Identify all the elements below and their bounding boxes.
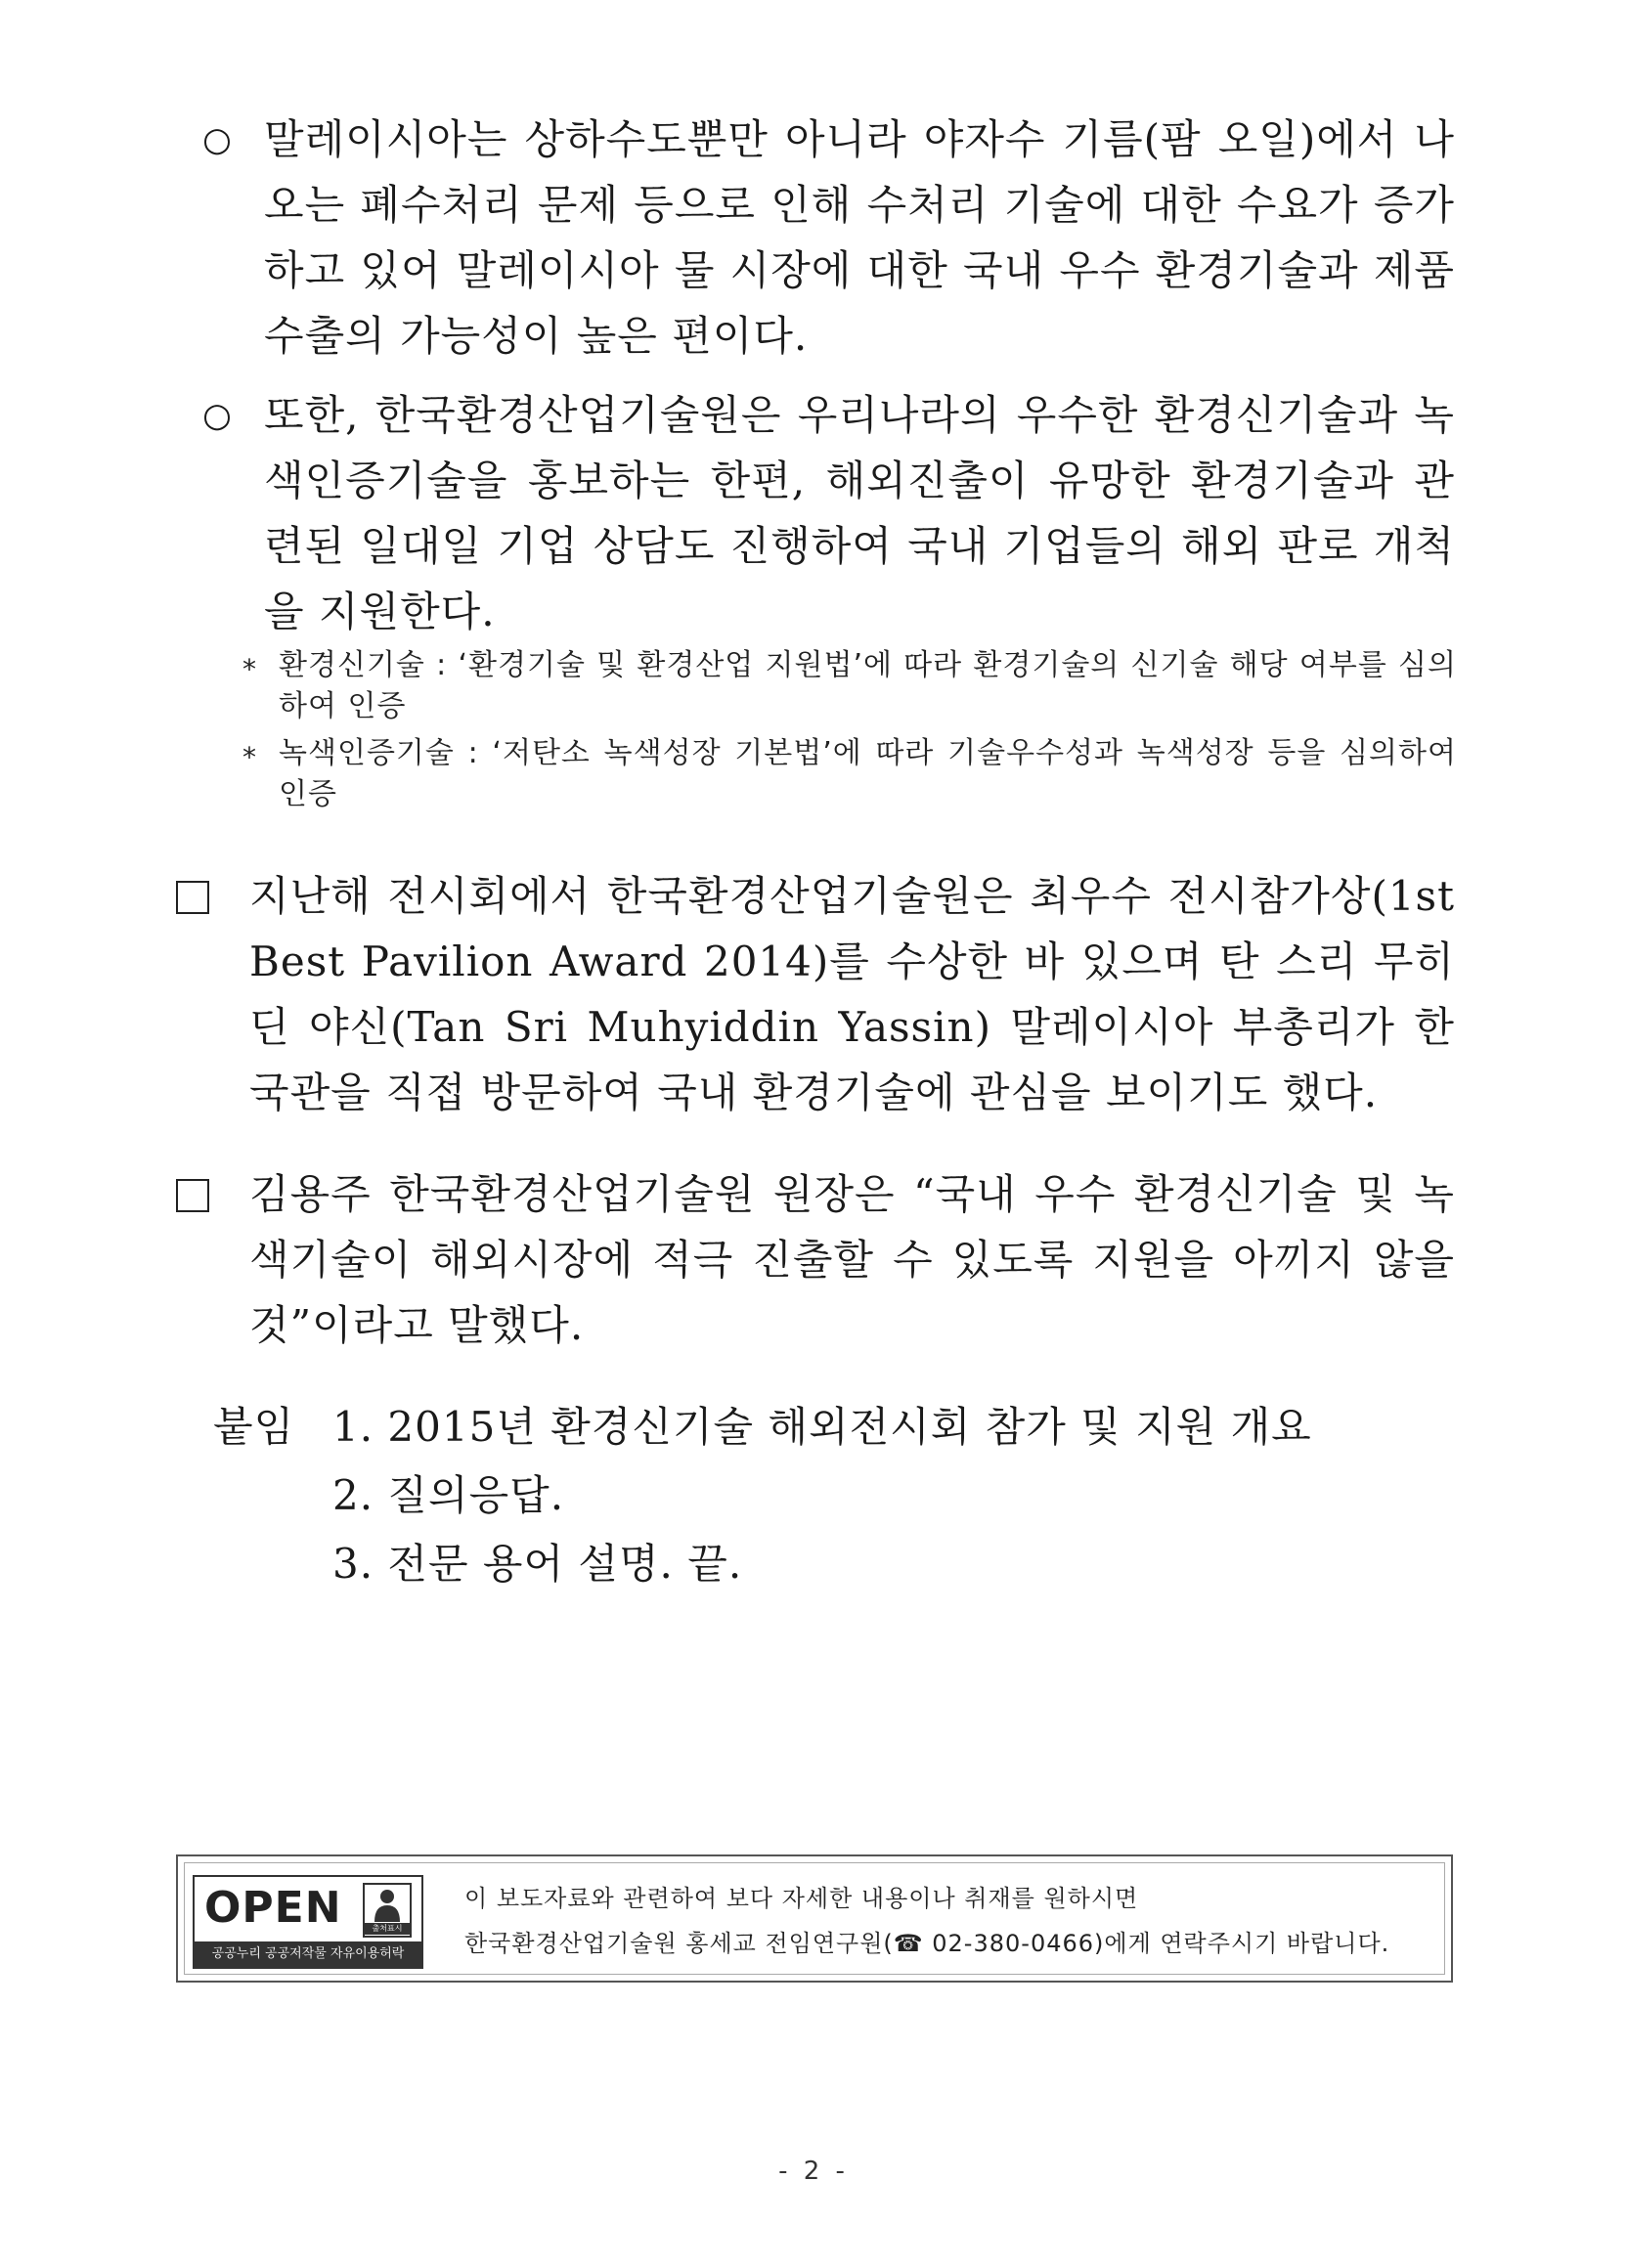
asterisk-icon: * <box>242 653 256 685</box>
contact-box <box>176 1854 1453 1983</box>
contact-line-1: 이 보도자료와 관련하여 보다 자세한 내용이나 취재를 원하시면 <box>464 1885 1139 1912</box>
asterisk-icon: * <box>242 741 256 773</box>
contact-line-2: 한국환경산업기술원 홍세교 전임연구원(☎ 02-380-0466)에게 연락주시기 바랍니다. <box>464 1930 1390 1957</box>
square-bullet-icon <box>176 881 209 914</box>
attachment-item: 1. 2015년 환경신기술 해외전시회 참가 및 지원 개요 <box>332 1403 1312 1451</box>
kogl-subtitle: 공공누리 공공저작물 자유이용허락 <box>195 1941 421 1967</box>
person-attribution-icon <box>363 1883 412 1938</box>
note-green-cert-tech: 녹색인증기술 : ‘저탄소 녹색성장 기본법’에 따라 기술우수성과 녹색성장 등을 심의하여 인증 <box>279 736 1457 811</box>
contact-box-inner <box>184 1862 1445 1975</box>
circle-bullet-icon: ○ <box>202 120 232 159</box>
open-logo-text: OPEN <box>204 1883 342 1933</box>
circle-bullet-icon: ○ <box>202 396 232 435</box>
attachment-label: 붙임 <box>213 1403 295 1451</box>
person-attribution-label: 출처표시 <box>365 1923 410 1935</box>
attachment-item: 2. 질의응답. <box>332 1471 565 1519</box>
attachment-item: 3. 전문 용어 설명. 끝. <box>332 1540 743 1588</box>
square-bullet-icon <box>176 1179 209 1212</box>
paragraph-tech-promotion: 또한, 한국환경산업기술원은 우리나라의 우수한 환경신기술과 녹색인증기술을 홍보하는 한편, 해외진출이 유망한 환경기술과 관련된 일대일 기업 상담도 진행하여 국내 기업들의 해외 판로 개척을 지원한다. <box>264 391 1455 635</box>
paragraph-award: 지난해 전시회에서 한국환경산업기술원은 최우수 전시참가상(1st Best Pavilion Award 2014)를 수상한 바 있으며 탄 스리 무히딘 야신(Tan Sri Muhyiddin Yassin) 말레이시아 부총리가 한국관을 직접 방문하여 국내 환경기술에 관심을 보이기도 했다. <box>249 872 1456 1116</box>
note-new-env-tech: 환경신기술 : ‘환경기술 및 환경산업 지원법’에 따라 환경기술의 신기술 해당 여부를 심의하여 인증 <box>279 648 1457 723</box>
page-number: - 2 - <box>778 2157 849 2186</box>
paragraph-president-quote: 김용주 한국환경산업기술원 원장은 “국내 우수 환경신기술 및 녹색기술이 해외시장에 적극 진출할 수 있도록 지원을 아끼지 않을 것”이라고 말했다. <box>249 1170 1455 1349</box>
kogl-open-badge <box>193 1875 423 1969</box>
paragraph-water-market: 말레이시아는 상하수도뿐만 아니라 야자수 기름(팜 오일)에서 나오는 폐수처리 문제 등으로 인해 수처리 기술에 대한 수요가 증가하고 있어 말레이시아 물 시장에 대한 국내 우수 환경기술과 제품 수출의 가능성이 높은 편이다. <box>264 115 1455 360</box>
